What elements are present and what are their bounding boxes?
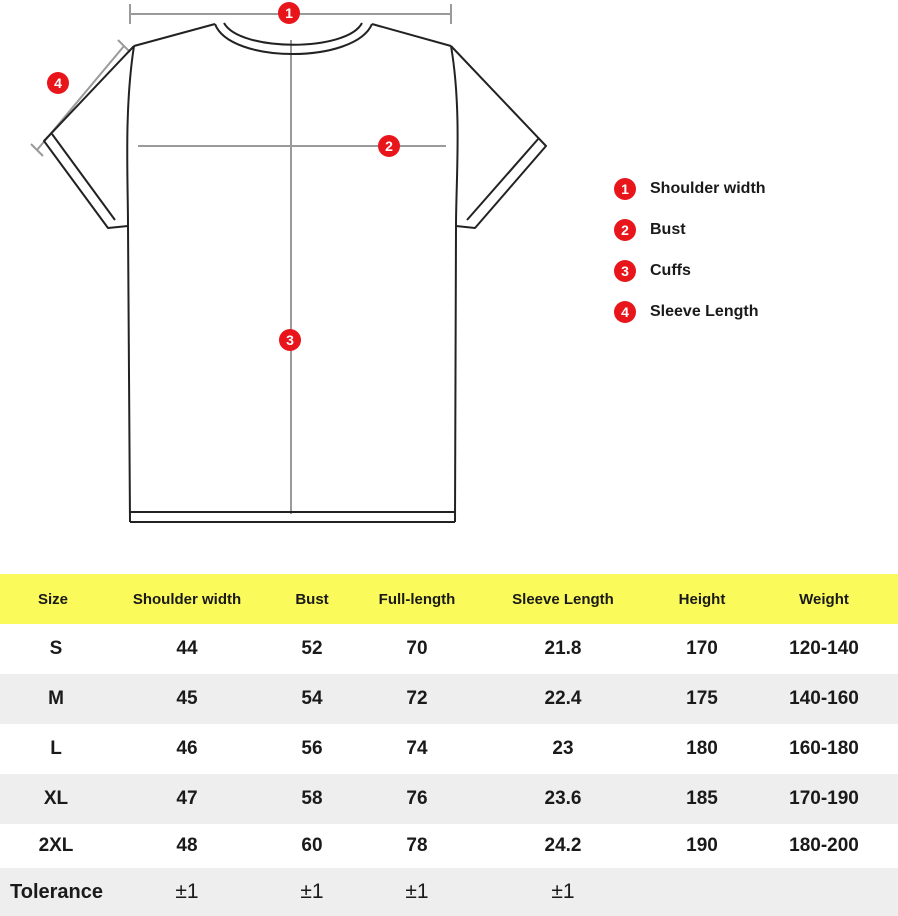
cell-shoulder-width: 47 (112, 774, 262, 824)
cell-full-length: 76 (362, 774, 472, 824)
marker-4 (47, 72, 69, 94)
table-header-row (0, 574, 898, 624)
tolerance-weight-empty (750, 868, 898, 916)
cell-bust: 54 (262, 674, 362, 724)
cell-bust: 52 (262, 624, 362, 674)
legend-badge: 3 (614, 260, 636, 282)
cell-weight: 140-160 (750, 674, 898, 724)
table-row (0, 624, 898, 674)
marker-3 (279, 329, 301, 351)
tolerance-sleeve-length: ±1 (472, 868, 654, 916)
cell-weight: 160-180 (750, 724, 898, 774)
tolerance-label: Tolerance (0, 868, 112, 916)
legend-label: Sleeve Length (650, 303, 759, 320)
cell-size: L (0, 724, 112, 774)
cell-height: 175 (654, 674, 750, 724)
cell-height: 190 (654, 824, 750, 868)
cell-shoulder-width: 46 (112, 724, 262, 774)
legend-item-cuffs (614, 259, 691, 283)
cell-size: S (0, 624, 112, 674)
cell-weight: 170-190 (750, 774, 898, 824)
legend-badge: 2 (614, 219, 636, 241)
header-bust: Bust (262, 574, 362, 624)
cell-sleeve-length: 22.4 (472, 674, 654, 724)
cell-height: 170 (654, 624, 750, 674)
measure-lines (31, 4, 451, 514)
cell-sleeve-length: 24.2 (472, 824, 654, 868)
tolerance-shoulder-width: ±1 (112, 868, 262, 916)
cell-bust: 60 (262, 824, 362, 868)
svg-text:4: 4 (54, 75, 62, 91)
tolerance-full-length: ±1 (362, 868, 472, 916)
legend-item-bust (614, 218, 686, 242)
tshirt-outline (44, 23, 546, 522)
legend-item-shoulder-width (614, 177, 766, 201)
legend-label: Shoulder width (650, 180, 766, 197)
header-sleeve-length: Sleeve Length (472, 574, 654, 624)
svg-text:3: 3 (286, 332, 294, 348)
cell-full-length: 78 (362, 824, 472, 868)
cell-sleeve-length: 23.6 (472, 774, 654, 824)
tolerance-height-empty (654, 868, 750, 916)
cell-height: 180 (654, 724, 750, 774)
legend-badge: 1 (614, 178, 636, 200)
legend-badge: 4 (614, 301, 636, 323)
table-row (0, 724, 898, 774)
tolerance-row (0, 868, 898, 916)
header-size: Size (0, 574, 112, 624)
svg-text:2: 2 (385, 138, 393, 154)
marker-1 (278, 2, 300, 24)
marker-2 (378, 135, 400, 157)
cell-weight: 180-200 (750, 824, 898, 868)
cell-bust: 56 (262, 724, 362, 774)
cell-shoulder-width: 45 (112, 674, 262, 724)
table-row (0, 824, 898, 868)
cell-bust: 58 (262, 774, 362, 824)
cell-size: M (0, 674, 112, 724)
cell-size: 2XL (0, 824, 112, 868)
legend-label: Bust (650, 221, 686, 238)
size-chart-table (0, 574, 898, 916)
cell-full-length: 72 (362, 674, 472, 724)
table-row (0, 674, 898, 724)
legend-item-sleeve-length (614, 300, 758, 324)
header-full-length: Full-length (362, 574, 472, 624)
tolerance-bust: ±1 (262, 868, 362, 916)
header-height: Height (654, 574, 750, 624)
cell-size: XL (0, 774, 112, 824)
table-row (0, 774, 898, 824)
cell-height: 185 (654, 774, 750, 824)
cell-full-length: 70 (362, 624, 472, 674)
cell-shoulder-width: 48 (112, 824, 262, 868)
cell-shoulder-width: 44 (112, 624, 262, 674)
cell-full-length: 74 (362, 724, 472, 774)
legend-label: Cuffs (650, 262, 691, 279)
cell-sleeve-length: 23 (472, 724, 654, 774)
header-shoulder-width: Shoulder width (112, 574, 262, 624)
cell-sleeve-length: 21.8 (472, 624, 654, 674)
header-weight: Weight (750, 574, 898, 624)
svg-text:1: 1 (285, 5, 293, 21)
cell-weight: 120-140 (750, 624, 898, 674)
